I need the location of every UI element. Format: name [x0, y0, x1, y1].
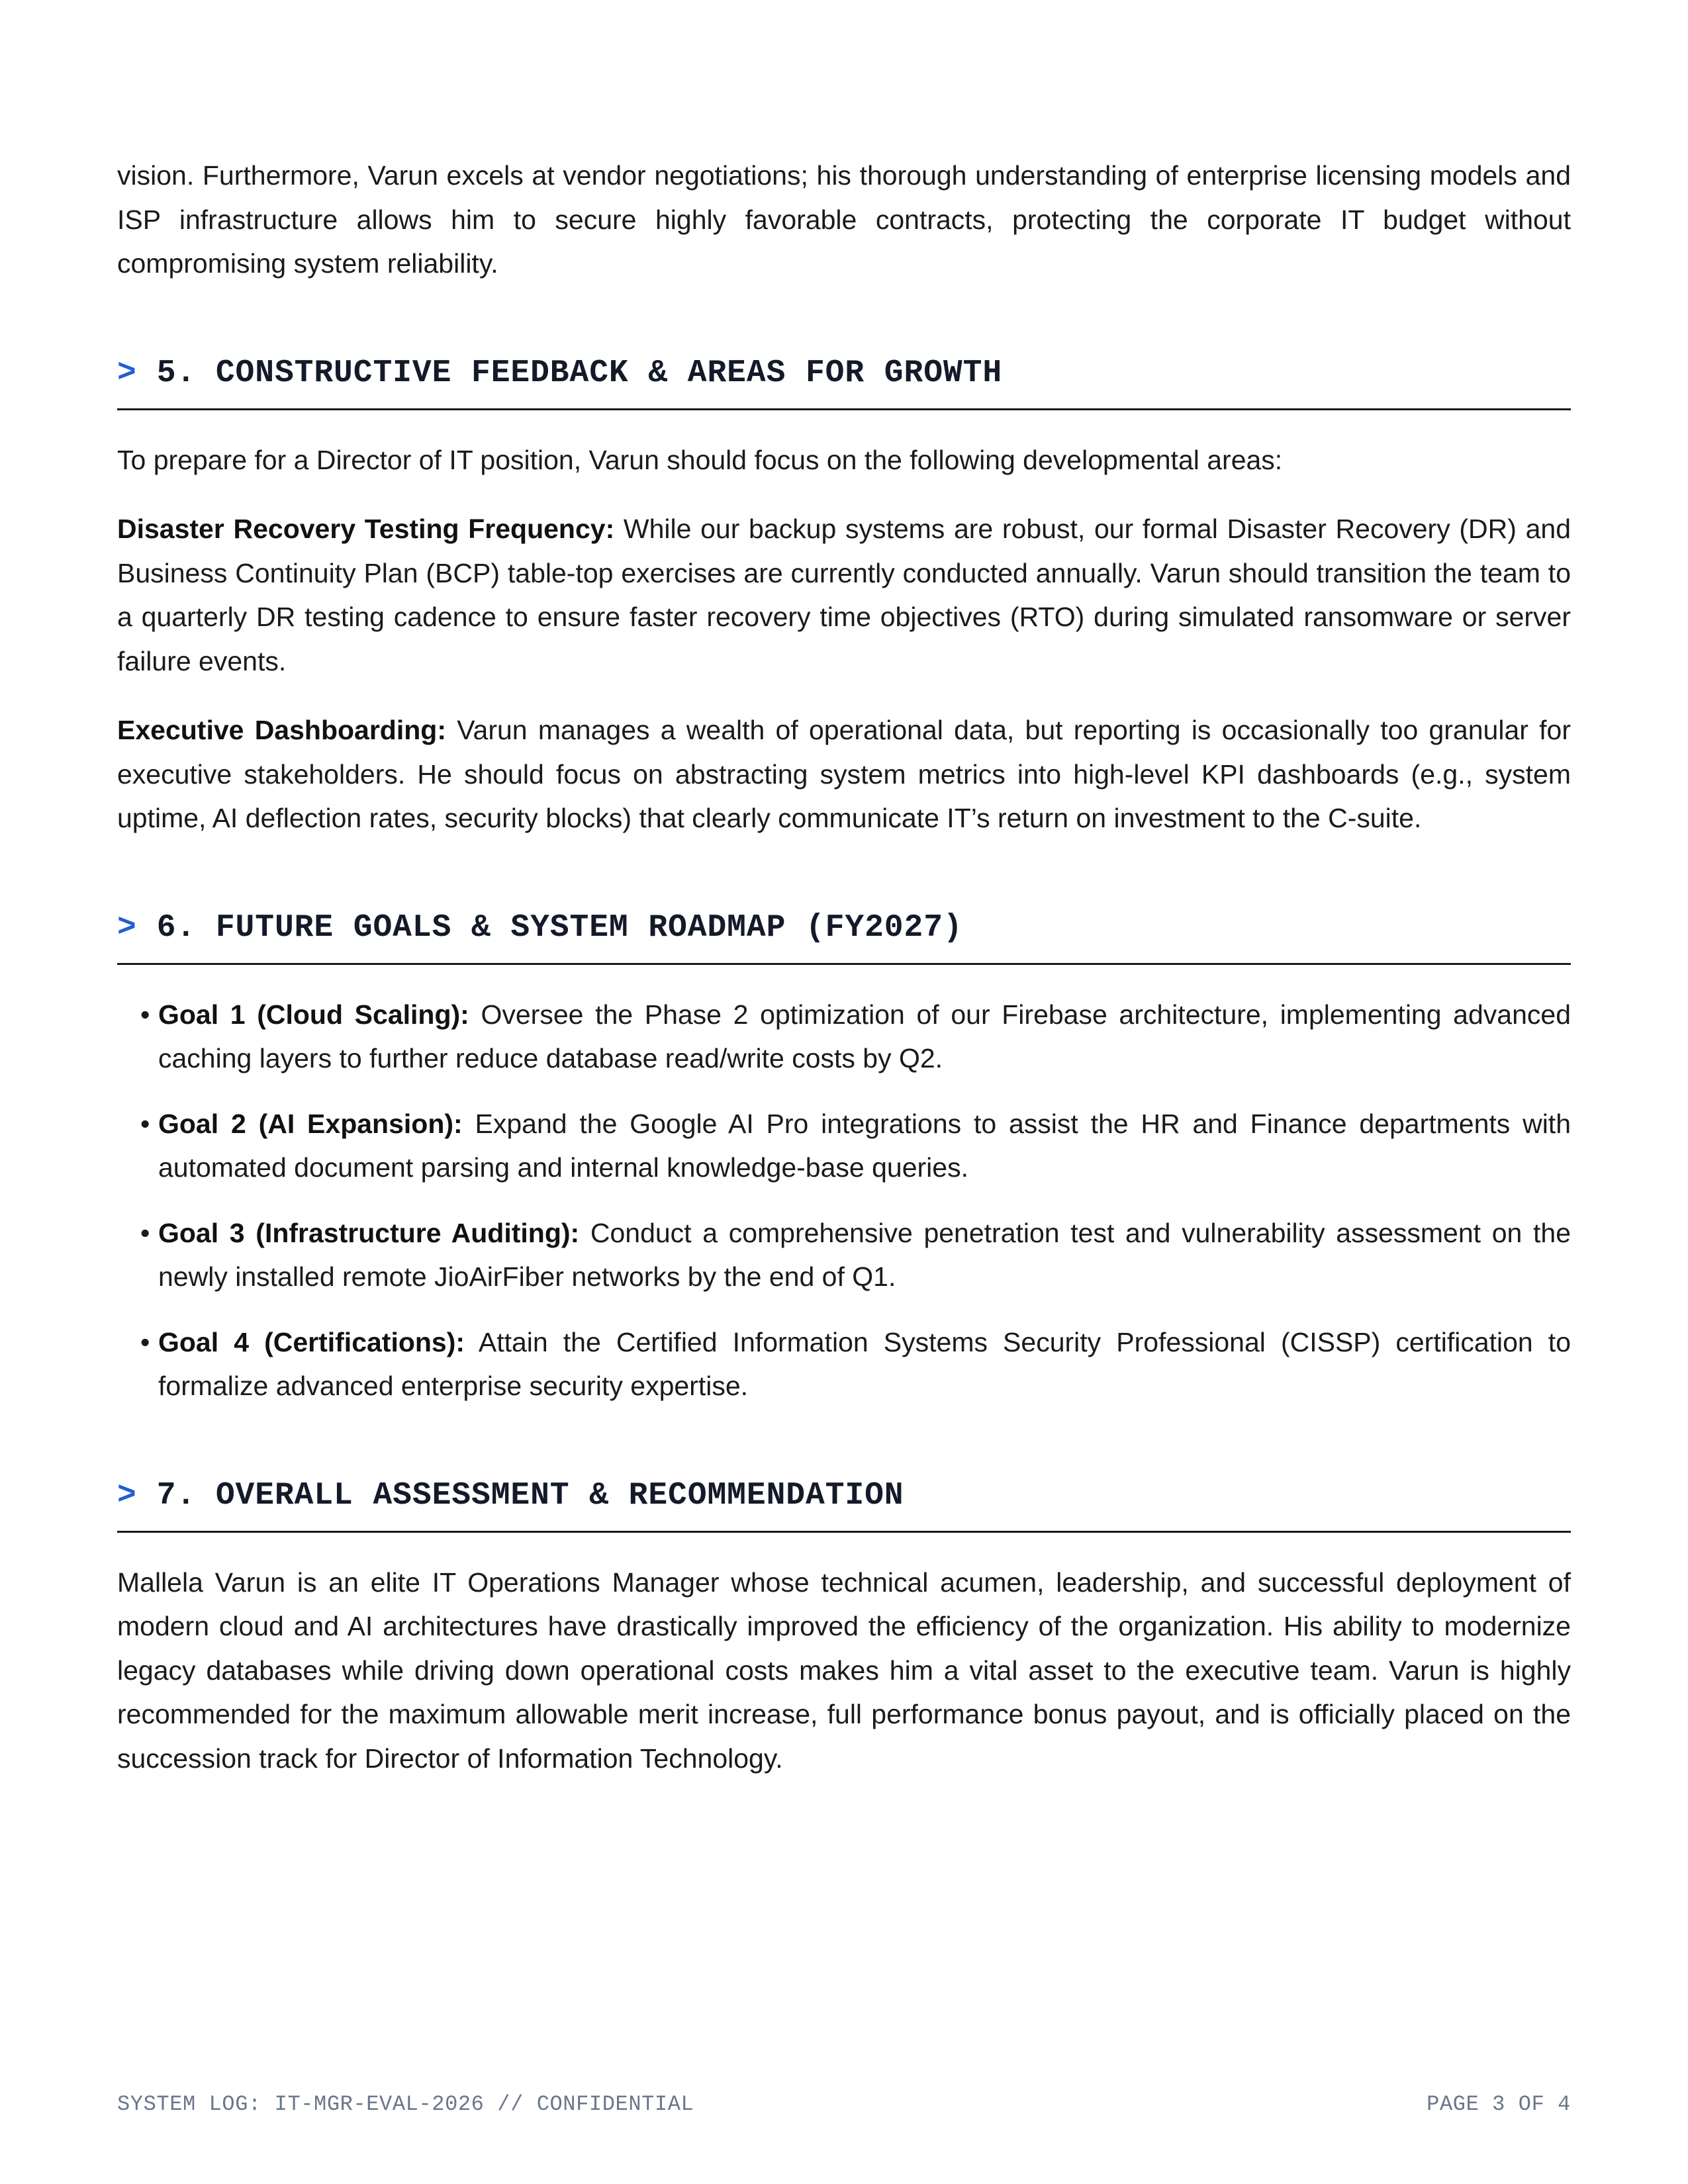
goal-list-item — [117, 1211, 1571, 1299]
section-6-title: 6. FUTURE GOALS & SYSTEM ROADMAP (FY2027) — [156, 909, 963, 946]
goal-label: Goal 3 (Infrastructure Auditing): — [158, 1217, 580, 1248]
bullet-icon: • — [140, 1326, 150, 1357]
goal-list-item — [117, 1102, 1571, 1190]
section-6-body — [117, 993, 1571, 1408]
prompt-chevron-icon: > — [117, 355, 137, 391]
section-5-heading — [117, 355, 1571, 410]
goal-label: Goal 2 (AI Expansion): — [158, 1108, 463, 1139]
feedback-item-label: Disaster Recovery Testing Frequency: — [117, 514, 615, 544]
feedback-item — [117, 507, 1571, 683]
goals-list — [117, 993, 1571, 1408]
feedback-item — [117, 708, 1571, 841]
assessment-paragraph: Mallela Varun is an elite IT Operations Manager whose technical acumen, leadership, and successful deployment of modern cloud and AI architectures have drastically improved the efficiency of the organization. His ability to modernize legacy databases while driving down operational costs makes him a vital asset to the executive team. Varun is highly recommended for the maximum allowable merit increase, full performance bonus payout, and is officially placed on the succession track for Director of Information Technology. — [117, 1567, 1571, 1774]
page-footer — [117, 2091, 1571, 2118]
section-6-heading — [117, 909, 1571, 965]
section-5-lead: To prepare for a Director of IT position, Varun should focus on the following developmental areas: — [117, 444, 1283, 475]
bullet-icon: • — [140, 1108, 150, 1139]
bullet-icon: • — [140, 1217, 150, 1248]
goal-label: Goal 4 (Certifications): — [158, 1326, 465, 1357]
prompt-chevron-icon: > — [117, 909, 137, 946]
goal-list-item — [117, 993, 1571, 1081]
feedback-item-text: While our backup systems are robust, our formal Disaster Recovery (DR) and Business Continuity Plan (BCP) table-top exercises are currently conducted annually. Varun should transition the team to a quarterly DR testing cadence to ensure faster recovery time objectives (RTO) during simulated ransomware or server failure events. — [117, 514, 1571, 676]
section-7-body — [117, 1561, 1571, 1781]
intro-continuation-paragraph: vision. Furthermore, Varun excels at vendor negotiations; his thorough understanding of enterprise licensing models and ISP infrastructure allows him to secure highly favorable contracts, protecting the corporate IT budget without compromising system reliability. — [117, 160, 1571, 279]
feedback-item-label: Executive Dashboarding: — [117, 715, 446, 745]
footer-log-id: SYSTEM LOG: IT-MGR-EVAL-2026 // CONFIDENTIAL — [117, 2092, 694, 2116]
section-7-heading — [117, 1477, 1571, 1533]
bullet-icon: • — [140, 999, 150, 1030]
section-5-body — [117, 438, 1571, 841]
goal-text: Expand the Google AI Pro integrations to assist the HR and Finance departments with automated document parsing and internal knowledge-base queries. — [158, 1108, 1571, 1183]
section-7-title: 7. OVERALL ASSESSMENT & RECOMMENDATION — [156, 1477, 904, 1514]
feedback-item-text: Varun manages a wealth of operational data, but reporting is occasionally too granular for executive stakeholders. He should focus on abstracting system metrics into high-level KPI dashboards (e.g., system uptime, AI deflection rates, security blocks) that clearly communicate IT’s return on investment to the C-suite. — [117, 715, 1571, 833]
section-5-title: 5. CONSTRUCTIVE FEEDBACK & AREAS FOR GROWTH — [156, 355, 1003, 391]
goal-text: Oversee the Phase 2 optimization of our Firebase architecture, implementing advanced caching layers to further reduce database read/write costs by Q2. — [158, 999, 1571, 1073]
prompt-chevron-icon: > — [117, 1477, 137, 1514]
goal-text: Conduct a comprehensive penetration test and vulnerability assessment on the newly installed remote JioAirFiber networks by the end of Q1. — [158, 1217, 1571, 1292]
goal-label: Goal 1 (Cloud Scaling): — [158, 999, 469, 1030]
goal-list-item — [117, 1320, 1571, 1408]
goal-text: Attain the Certified Information Systems Security Professional (CISSP) certification to formalize advanced enterprise security expertise. — [158, 1326, 1571, 1401]
footer-page-number: PAGE 3 OF 4 — [1427, 2092, 1571, 2116]
document-page — [117, 154, 1571, 1780]
